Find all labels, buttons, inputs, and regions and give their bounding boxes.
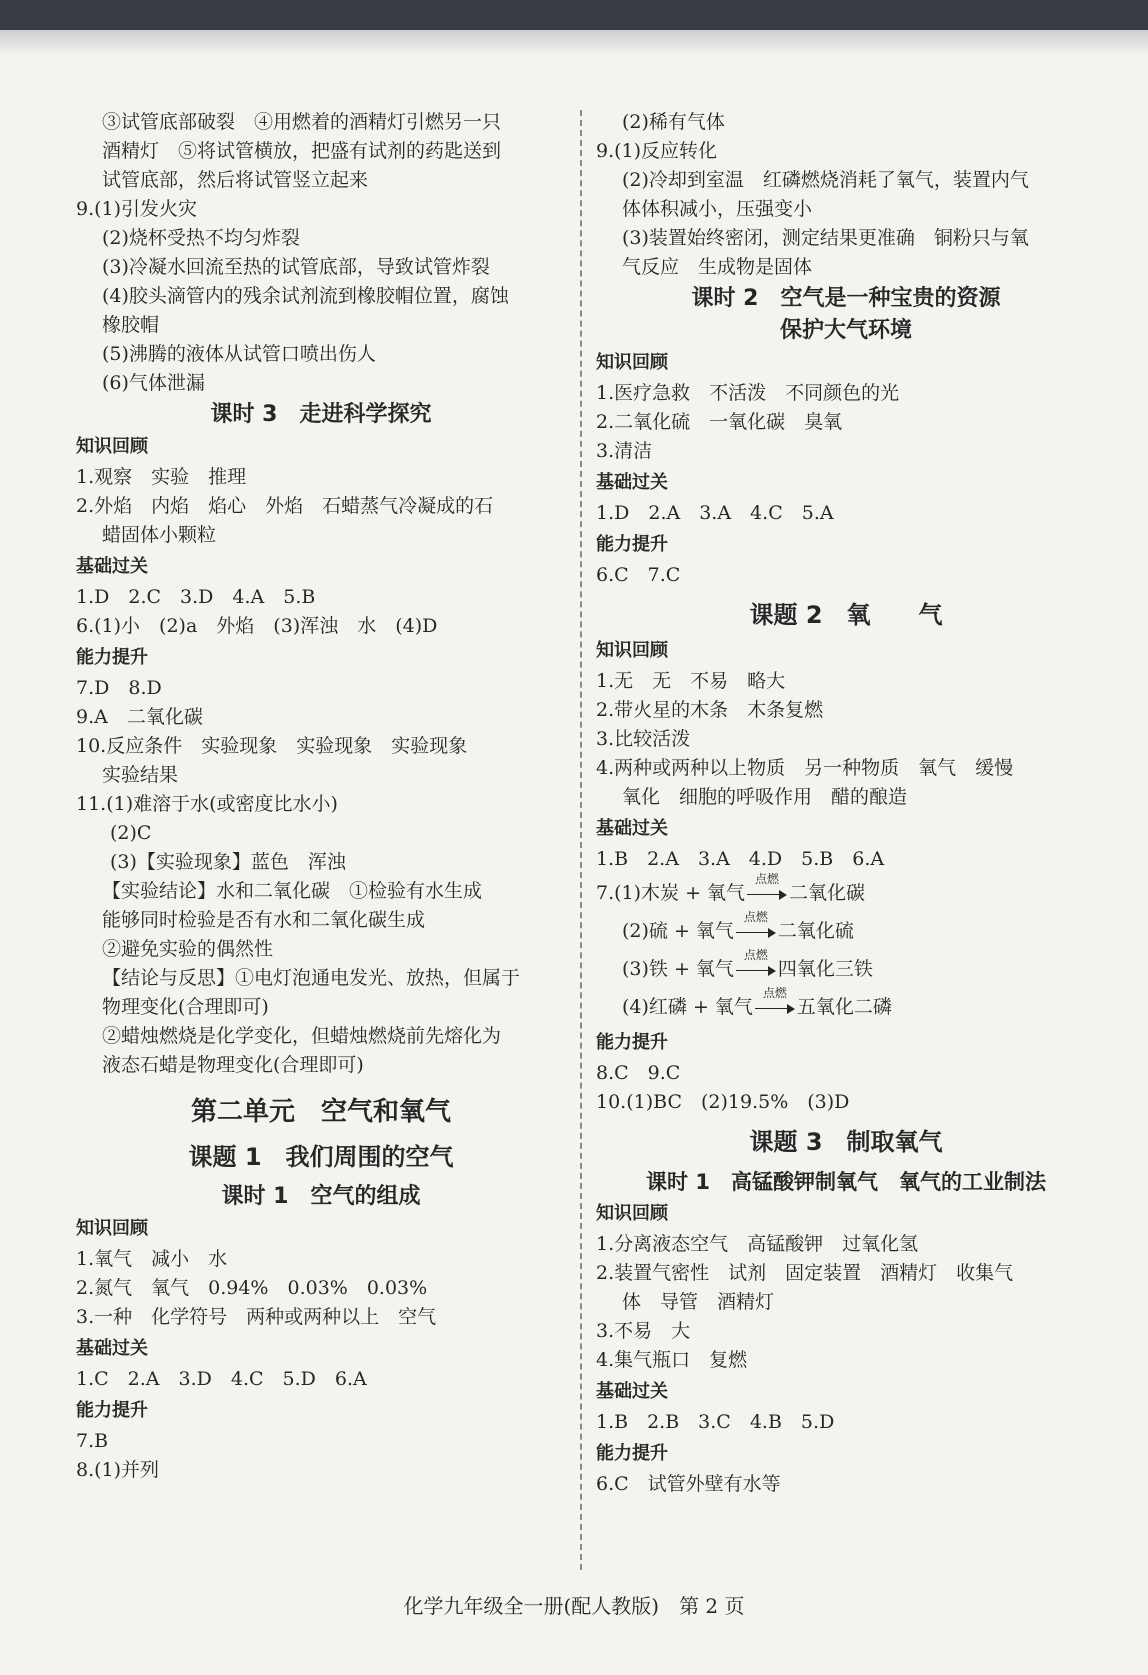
- answer-line: 7.D 8.D: [76, 677, 162, 699]
- lesson-title: 课时 3 走进科学探究: [210, 402, 432, 427]
- answer-line: 1.无 无 不易 略大: [596, 670, 786, 692]
- answer-line: 6.(1)小 (2)a 外焰 (3)浑浊 水 (4)D: [76, 615, 438, 637]
- section-heading: 能力提升: [76, 1400, 148, 1421]
- section-heading: 基础过关: [596, 1381, 668, 1402]
- answer-line: 1.分离液态空气 高锰酸钾 过氧化氢: [596, 1233, 919, 1255]
- answer-line: 实验结果: [102, 764, 179, 786]
- right-column: [596, 108, 1096, 1499]
- answer-line: 2.带火星的木条 木条复燃: [596, 699, 824, 721]
- reaction-condition: 点燃: [743, 948, 768, 962]
- answer-line: 橡胶帽: [102, 314, 160, 336]
- section-heading: 知识回顾: [76, 436, 148, 457]
- answer-line: 9.A 二氧化碳: [76, 706, 203, 728]
- reaction-arrow: [736, 948, 776, 977]
- answer-line: ②蜡烛燃烧是化学变化，但蜡烛燃烧前先熔化为: [102, 1025, 502, 1047]
- answer-line: 物理变化(合理即可): [102, 996, 269, 1018]
- answer-line: 7.B: [76, 1430, 109, 1452]
- column-divider: [580, 110, 582, 1570]
- answer-line: 2.二氧化硫 一氧化碳 臭氧: [596, 411, 843, 433]
- reaction-arrow: [736, 910, 776, 939]
- reaction-condition: 点燃: [762, 986, 787, 1000]
- section-heading: 能力提升: [596, 1443, 668, 1464]
- unit-title: 第二单元 空气和氧气: [190, 1097, 451, 1127]
- answer-line: 液态石蜡是物理变化(合理即可): [102, 1054, 364, 1076]
- equation-2: [596, 912, 1096, 950]
- answer-line: 9.(1)反应转化: [596, 140, 718, 162]
- answer-line: 8.C 9.C: [596, 1062, 681, 1084]
- answer-line: 3.一种 化学符号 两种或两种以上 空气: [76, 1306, 437, 1328]
- topic-title: 课题 2 氧 气: [749, 601, 943, 629]
- answer-line: 6.C 7.C: [596, 564, 681, 586]
- answer-line: 体 导管 酒精灯: [622, 1291, 775, 1313]
- answer-line: (4)胶头滴管内的残余试剂流到橡胶帽位置，腐蚀: [102, 285, 509, 307]
- answer-line: 2.装置气密性 试剂 固定装置 酒精灯 收集气: [596, 1262, 1014, 1284]
- lesson-title: 课时 1 高锰酸钾制氧气 氧气的工业制法: [646, 1170, 1046, 1194]
- answer-line: (6)气体泄漏: [102, 372, 205, 394]
- equation-1: [596, 874, 1096, 912]
- section-heading: 基础过关: [596, 818, 668, 839]
- answer-line: 2.氮气 氧气 0.94% 0.03% 0.03%: [76, 1277, 428, 1299]
- answer-line: 11.(1)难溶于水(或密度比水小): [76, 793, 338, 815]
- section-heading: 基础过关: [596, 472, 668, 493]
- answer-line: 【结论与反思】①电灯泡通电发光、放热，但属于: [102, 967, 521, 989]
- section-heading: 能力提升: [76, 647, 148, 668]
- section-heading: 能力提升: [596, 534, 668, 555]
- answer-line: 10.反应条件 实验现象 实验现象 实验现象: [76, 735, 468, 757]
- answer-line: 1.氧气 减小 水: [76, 1248, 228, 1270]
- equation-reactants: 7.(1)木炭 + 氧气: [596, 882, 746, 904]
- answer-line: 蜡固体小颗粒: [102, 524, 217, 546]
- answer-line: ②避免实验的偶然性: [102, 938, 274, 960]
- answer-line: 能够同时检验是否有水和二氧化碳生成: [102, 909, 426, 931]
- answer-line: 6.C 试管外壁有水等: [596, 1473, 781, 1495]
- lesson-subtitle: 保护大气环境: [779, 318, 912, 343]
- answer-line: 10.(1)BC (2)19.5% (3)D: [596, 1091, 850, 1113]
- section-heading: 知识回顾: [76, 1218, 148, 1239]
- answer-line: 体体积减小，压强变小: [622, 198, 813, 220]
- answer-line: 4.集气瓶口 复燃: [596, 1349, 748, 1371]
- answer-line: ③试管底部破裂 ④用燃着的酒精灯引燃另一只: [102, 111, 502, 133]
- equation-4: [596, 988, 1096, 1026]
- page-footer: 化学九年级全一册(配人教版) 第 2 页: [403, 1594, 745, 1618]
- section-heading: 知识回顾: [596, 1203, 668, 1224]
- reaction-condition: 点燃: [743, 910, 768, 924]
- answer-line: 3.清洁: [596, 440, 653, 462]
- answer-line: 9.(1)引发火灾: [76, 198, 198, 220]
- answer-line: 1.D 2.C 3.D 4.A 5.B: [76, 586, 316, 608]
- left-column: [76, 108, 566, 1485]
- section-heading: 能力提升: [596, 1032, 668, 1053]
- lesson-title: 课时 2 空气是一种宝贵的资源: [691, 286, 1001, 311]
- topic-title: 课题 1 我们周围的空气: [188, 1143, 454, 1171]
- equation-3: [596, 950, 1096, 988]
- answer-line: (3)冷凝水回流至热的试管底部，导致试管炸裂: [102, 256, 490, 278]
- answer-line: 1.B 2.B 3.C 4.B 5.D: [596, 1411, 835, 1433]
- answer-line: 4.两种或两种以上物质 另一种物质 氧气 缓慢: [596, 757, 1014, 779]
- answer-line: (3)装置始终密闭，测定结果更准确 铜粉只与氧: [622, 227, 1029, 249]
- answer-line: 1.B 2.A 3.A 4.D 5.B 6.A: [596, 848, 885, 870]
- answer-line: 1.C 2.A 3.D 4.C 5.D 6.A: [76, 1368, 367, 1390]
- answer-line: 2.外焰 内焰 焰心 外焰 石蜡蒸气冷凝成的石: [76, 495, 494, 517]
- answer-line: (2)冷却到室温 红磷燃烧消耗了氧气，装置内气: [622, 169, 1029, 191]
- reaction-condition: 点燃: [755, 872, 780, 886]
- equation-reactants: (4)红磷 + 氧气: [622, 996, 753, 1018]
- answer-line: 8.(1)并列: [76, 1459, 160, 1481]
- answer-line: 氧化 细胞的呼吸作用 醋的酿造: [622, 786, 908, 808]
- answer-line: 1.医疗急救 不活泼 不同颜色的光: [596, 382, 900, 404]
- lesson-title: 课时 1 空气的组成: [221, 1184, 421, 1209]
- section-heading: 知识回顾: [596, 352, 668, 373]
- equation-product: 五氧化二磷: [796, 996, 892, 1018]
- section-heading: 基础过关: [76, 556, 148, 577]
- answer-line: 试管底部，然后将试管竖立起来: [102, 169, 369, 191]
- reaction-arrow: [747, 872, 787, 901]
- scan-shadow: [0, 30, 1148, 56]
- equation-reactants: (3)铁 + 氧气: [622, 958, 734, 980]
- answer-line: 【实验结论】水和二氧化碳 ①检验有水生成: [102, 880, 483, 902]
- answer-line: (5)沸腾的液体从试管口喷出伤人: [102, 343, 376, 365]
- section-heading: 知识回顾: [596, 640, 668, 661]
- reaction-arrow: [755, 986, 795, 1015]
- scan-top-border: [0, 0, 1148, 30]
- answer-line: 酒精灯 ⑤将试管横放，把盛有试剂的药匙送到: [102, 140, 502, 162]
- answer-line: (2)稀有气体: [622, 111, 725, 133]
- answer-line: 3.比较活泼: [596, 728, 691, 750]
- answer-line: (2)C: [110, 822, 152, 844]
- answer-line: (2)烧杯受热不均匀炸裂: [102, 227, 300, 249]
- topic-title: 课题 3 制取氧气: [749, 1128, 943, 1156]
- equation-reactants: (2)硫 + 氧气: [622, 920, 734, 942]
- equation-product: 四氧化三铁: [777, 958, 873, 980]
- equation-product: 二氧化硫: [777, 920, 854, 942]
- equation-product: 二氧化碳: [789, 882, 866, 904]
- answer-line: 1.观察 实验 推理: [76, 466, 247, 488]
- answer-line: 3.不易 大: [596, 1320, 691, 1342]
- answer-line: 1.D 2.A 3.A 4.C 5.A: [596, 502, 834, 524]
- section-heading: 基础过关: [76, 1338, 148, 1359]
- answer-line: (3)【实验现象】蓝色 浑浊: [110, 851, 346, 873]
- answer-line: 气反应 生成物是固体: [622, 256, 813, 278]
